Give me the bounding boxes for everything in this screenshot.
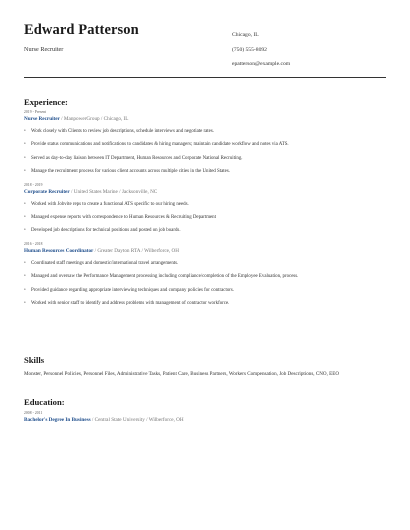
job-bullet: • Coordinated staff meetings and domestic/international travel arrangements.: [24, 261, 386, 266]
job-entry: [24, 183, 386, 234]
job-org: / United States Marine / Jacksonville, NC: [69, 188, 158, 195]
skills-list: Monster, Personnel Policies, Personnel Files, Administrative Tasks, Patient Care, Business Partners, Workers Compensation, Job Descriptions, CNO, EEO: [24, 371, 340, 377]
experience-heading: Experience:: [24, 97, 68, 107]
contact-phone: (750) 555-8092: [232, 46, 267, 53]
job-role: Human Resources Coordinator: [24, 247, 94, 254]
job-bullet: • Managed expense reports with correspondence to Human Resources & Recruiting Department: [24, 215, 386, 220]
job-bullet: • Worked with senior staff to identify and address problems with management of contractor workforce.: [24, 301, 386, 306]
skills-heading: Skills: [24, 355, 45, 365]
job-dates: 2019 - Present: [24, 110, 47, 114]
job-bullets: [24, 129, 386, 174]
candidate-title: Nurse Recruiter: [24, 46, 64, 53]
education-heading: Education:: [24, 397, 65, 407]
candidate-name: Edward Patterson: [24, 22, 139, 38]
header-divider: [24, 77, 386, 78]
job-bullet: • Managed and oversaw the Performance Management processing including compliance/completion of the Employee Evaluation, process.: [24, 274, 386, 279]
education-degree: Bachelor's Degree In Business: [24, 417, 91, 423]
job-entry: [24, 110, 386, 174]
job-bullet: • Worked with Jobvite reps to create a functional ATS specific to our hiring needs.: [24, 202, 386, 207]
job-dates: 2018 - 2019: [24, 182, 43, 187]
job-bullet: • Served as day-to-day liaison between IT Department, Human Resources and Corporate National Recruiting.: [24, 156, 386, 161]
education-section: [24, 397, 386, 423]
job-bullet: • Provide status communications and notifications to candidates & hiring managers; maintain candidate workflow and notes via ATS.: [24, 142, 386, 147]
job-org: / ManpowerGroup / Chicago, IL: [59, 116, 129, 122]
job-bullet: • Provided guidance regarding appropriate interviewing techniques and company policies for contractors.: [24, 288, 386, 293]
education-school: / Central State University / Wilberforce, OH: [90, 417, 184, 423]
experience-section: [24, 97, 386, 314]
job-bullets: [24, 261, 386, 306]
job-org: / Greater Dayton RTA / Wilberforce, OH: [93, 247, 180, 254]
job-entry: [24, 242, 386, 306]
contact-email: epatterson@example.com: [232, 61, 291, 67]
job-role: Corporate Recruiter: [24, 188, 70, 195]
contact-city: Chicago, IL: [232, 32, 259, 38]
education-dates: 2008 - 2011: [24, 411, 43, 415]
job-bullet: • Work closely with Clients to review job descriptions, schedule interviews and negotiate rates.: [24, 129, 386, 134]
job-dates: 2016 - 2018: [24, 241, 43, 246]
resume-header: [24, 22, 386, 78]
job-title-line: [24, 248, 386, 254]
job-bullet: • Manage the recruitment process for various client accounts across multiple cities in the United States.: [24, 169, 386, 174]
job-bullet: • Developed job descriptions for technical positions and posted on job boards.: [24, 228, 386, 233]
job-role: Nurse Recruiter: [24, 116, 60, 122]
job-title-line: [24, 116, 386, 122]
skills-section: [24, 355, 386, 377]
job-bullets: [24, 202, 386, 234]
education-line: [24, 417, 386, 423]
job-title-line: [24, 189, 386, 195]
contact-info: [232, 28, 290, 72]
